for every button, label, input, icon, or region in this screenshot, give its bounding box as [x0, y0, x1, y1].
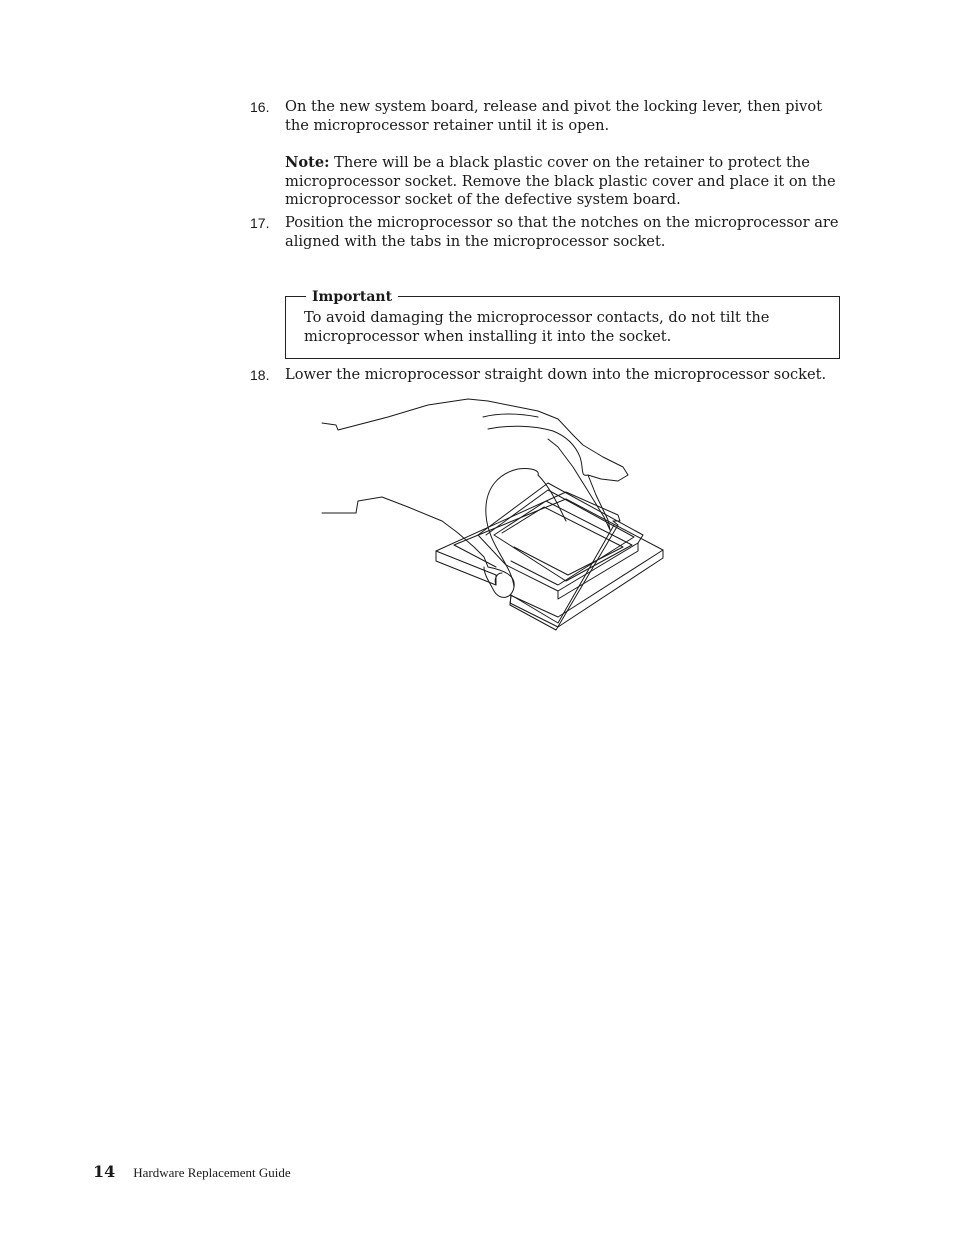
note-label: Note: — [285, 154, 330, 172]
note — [285, 154, 840, 210]
microprocessor — [478, 483, 643, 599]
step-16 — [250, 98, 840, 210]
guide-title: Hardware Replacement Guide — [133, 1165, 291, 1180]
note-text: There will be a black plastic cover on the retainer to protect the microprocessor socket. Remove the black plastic cover and place it on the microprocessor socket of the defective system board. — [285, 154, 836, 209]
socket-frame — [436, 492, 663, 630]
page-number: 14 — [93, 1162, 116, 1181]
step-text: Position the microprocessor so that the notches on the microprocessor are aligned with the tabs in the microprocessor socket. — [285, 214, 839, 250]
important-text: To avoid damaging the microprocessor contacts, do not tilt the microprocessor when installing it into the socket. — [304, 309, 770, 345]
step-number: 18. — [250, 367, 270, 383]
step-text: Lower the microprocessor straight down into the microprocessor socket. — [285, 366, 827, 383]
step-17 — [250, 214, 840, 251]
important-box — [285, 289, 840, 359]
microprocessor-installation-illustration — [318, 395, 683, 635]
step-number: 16. — [250, 99, 270, 115]
important-title: Important — [306, 290, 398, 304]
step-18 — [250, 366, 840, 385]
step-text: On the new system board, release and pivot the locking lever, then pivot the microprocessor retainer until it is open. — [285, 98, 823, 134]
page-footer — [93, 1162, 291, 1181]
step-number: 17. — [250, 215, 270, 231]
